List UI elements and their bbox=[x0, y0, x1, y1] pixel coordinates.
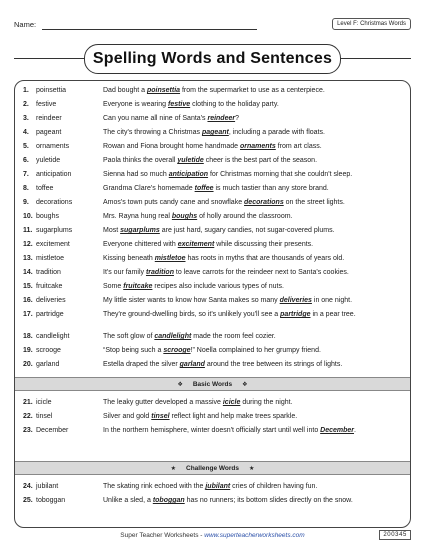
sentence-end: recipes also include various types of nuts. bbox=[152, 283, 284, 290]
spelling-word: scrooge bbox=[36, 347, 61, 354]
word-number: 21. bbox=[23, 399, 33, 406]
word-number: 16. bbox=[23, 297, 33, 304]
sentence-keyword: yuletide bbox=[177, 157, 204, 164]
word-number: 8. bbox=[23, 185, 29, 192]
worksheet-code: 200345 bbox=[379, 530, 411, 540]
word-number: 22. bbox=[23, 413, 33, 420]
diamond-icon: ❖ bbox=[242, 381, 248, 388]
sentence-keyword: icicle bbox=[222, 399, 241, 406]
sentence-start: Unlike a sled, a bbox=[103, 497, 153, 504]
word-number: 3. bbox=[23, 115, 29, 122]
spelling-word: tradition bbox=[36, 269, 61, 276]
sentence-keyword: boughs bbox=[171, 213, 198, 220]
spelling-word: anticipation bbox=[36, 171, 72, 178]
spelling-word: candlelight bbox=[36, 333, 70, 340]
sentence-keyword: candlelight bbox=[154, 333, 192, 340]
sentence-end: during the night. bbox=[240, 399, 293, 406]
spelling-word: icicle bbox=[36, 399, 52, 406]
spelling-word: boughs bbox=[36, 213, 59, 220]
sentence-end: ? bbox=[235, 115, 239, 122]
example-sentence bbox=[103, 497, 402, 506]
sentence-start: The soft glow of bbox=[103, 333, 155, 340]
word-number: 9. bbox=[23, 199, 29, 206]
word-number: 18. bbox=[23, 333, 33, 340]
sentence-keyword: garland bbox=[179, 361, 205, 368]
sentence-start: Amos's town puts candy cane and snowflake bbox=[103, 199, 245, 206]
sentence-keyword: excitement bbox=[177, 241, 215, 248]
sentence-start: Most bbox=[103, 227, 121, 234]
sentence-start: Some bbox=[103, 283, 124, 290]
sentence-end: for Christmas morning that she couldn't sleep. bbox=[208, 171, 353, 178]
title-box bbox=[84, 44, 341, 74]
sentence-start: Can you name all nine of Santa's bbox=[103, 115, 208, 122]
example-sentence bbox=[103, 427, 402, 436]
example-sentence bbox=[103, 143, 402, 152]
spelling-word: fruitcake bbox=[36, 283, 63, 290]
page-title: Spelling Words and Sentences bbox=[92, 50, 333, 67]
example-sentence bbox=[103, 101, 402, 110]
word-number: 6. bbox=[23, 157, 29, 164]
spelling-word: toffee bbox=[36, 185, 54, 192]
challenge-words-band bbox=[15, 461, 410, 475]
star-icon: ★ bbox=[170, 465, 176, 472]
sentence-end: made the room feel cozier. bbox=[191, 333, 276, 340]
sentence-start: My little sister wants to know how Santa makes so many bbox=[103, 297, 280, 304]
sentence-keyword: ornaments bbox=[239, 143, 276, 150]
example-sentence bbox=[103, 157, 402, 166]
word-number: 1. bbox=[23, 87, 29, 94]
sentence-start: Estella draped the silver bbox=[103, 361, 180, 368]
spelling-word: December bbox=[36, 427, 69, 434]
sentence-keyword: toboggan bbox=[152, 497, 185, 504]
footer bbox=[0, 532, 425, 539]
sentence-keyword: anticipation bbox=[168, 171, 209, 178]
sentence-keyword: sugarplums bbox=[120, 227, 160, 234]
spelling-word: jubilant bbox=[36, 483, 59, 490]
example-sentence bbox=[103, 269, 402, 278]
challenge-words-heading: Challenge Words bbox=[186, 464, 239, 472]
footer-site-name: Super Teacher Worksheets bbox=[120, 532, 199, 539]
sentence-end: cheer is the best part of the season. bbox=[203, 157, 318, 164]
example-sentence bbox=[103, 283, 402, 292]
word-number: 23. bbox=[23, 427, 33, 434]
title-banner bbox=[14, 44, 411, 74]
sentence-start: Kissing beneath bbox=[103, 255, 155, 262]
sentence-keyword: mistletoe bbox=[154, 255, 186, 262]
word-number: 15. bbox=[23, 283, 33, 290]
example-sentence bbox=[103, 255, 402, 264]
sentence-start: Dad bought a bbox=[103, 87, 147, 94]
sentence-end: !” Noella complained to her grumpy friend. bbox=[190, 347, 321, 354]
example-sentence bbox=[103, 213, 402, 222]
sentence-end: are just hard, sugary candies, not sugar-covered plums. bbox=[159, 227, 335, 234]
example-sentence bbox=[103, 333, 402, 342]
sentence-start: Grandma Clare's homemade bbox=[103, 185, 195, 192]
sentence-keyword: poinsettia bbox=[146, 87, 181, 94]
sentence-start: Mrs. Rayna hung real bbox=[103, 213, 172, 220]
spelling-word: ornaments bbox=[36, 143, 70, 150]
sentence-keyword: December bbox=[320, 427, 355, 434]
word-number: 7. bbox=[23, 171, 29, 178]
spelling-word: sugarplums bbox=[36, 227, 73, 234]
sentence-start: It's our family bbox=[103, 269, 146, 276]
word-number: 2. bbox=[23, 101, 29, 108]
example-sentence bbox=[103, 87, 402, 96]
spelling-word: mistletoe bbox=[36, 255, 65, 262]
example-sentence bbox=[103, 227, 402, 236]
spelling-word: poinsettia bbox=[36, 87, 66, 94]
word-number: 13. bbox=[23, 255, 33, 262]
sentence-end: cries of children having fun. bbox=[230, 483, 318, 490]
basic-words-band bbox=[15, 377, 410, 391]
word-number: 10. bbox=[23, 213, 33, 220]
sentence-keyword: decorations bbox=[244, 199, 284, 206]
sentence-end: around the tree between its strings of lights. bbox=[204, 361, 343, 368]
word-number: 4. bbox=[23, 129, 29, 136]
example-sentence bbox=[103, 483, 402, 492]
example-sentence bbox=[103, 199, 402, 208]
sentence-start: Everyone chittered with bbox=[103, 241, 178, 248]
example-sentence bbox=[103, 361, 402, 370]
example-sentence bbox=[103, 129, 402, 138]
sentence-start: In the northern hemisphere, winter doesn't officially start until well into bbox=[103, 427, 321, 434]
sentence-start: Paola thinks the overall bbox=[103, 157, 178, 164]
spelling-word: garland bbox=[36, 361, 60, 368]
name-line bbox=[42, 29, 257, 30]
sentence-end: , including a parade with floats. bbox=[228, 129, 325, 136]
sentence-keyword: tinsel bbox=[151, 413, 170, 420]
sentence-start: “Stop being such a bbox=[103, 347, 164, 354]
name-label: Name: bbox=[14, 20, 37, 29]
sentence-start: The city's throwing a Christmas bbox=[103, 129, 202, 136]
sentence-end: from art class. bbox=[275, 143, 322, 150]
word-number: 20. bbox=[23, 361, 33, 368]
sentence-start: The skating rink echoed with the bbox=[103, 483, 206, 490]
sentence-start: Everyone is wearing bbox=[103, 101, 168, 108]
word-number: 14. bbox=[23, 269, 33, 276]
sentence-keyword: festive bbox=[167, 101, 191, 108]
footer-separator: - bbox=[198, 532, 205, 539]
word-number: 24. bbox=[23, 483, 33, 490]
sentence-end: is much tastier than any store brand. bbox=[213, 185, 329, 192]
spelling-word: tinsel bbox=[36, 413, 53, 420]
spelling-word: decorations bbox=[36, 199, 73, 206]
sentence-keyword: fruitcake bbox=[123, 283, 153, 290]
spelling-word: excitement bbox=[36, 241, 70, 248]
spelling-word: yuletide bbox=[36, 157, 61, 164]
word-list-box bbox=[14, 80, 411, 528]
sentence-start: Sienna had so much bbox=[103, 171, 169, 178]
example-sentence bbox=[103, 413, 402, 422]
example-sentence bbox=[103, 241, 402, 250]
sentence-start: Silver and gold bbox=[103, 413, 152, 420]
example-sentence bbox=[103, 311, 402, 320]
sentence-keyword: reindeer bbox=[207, 115, 236, 122]
spelling-word: deliveries bbox=[36, 297, 66, 304]
sentence-start: They're ground-dwelling birds, so it's unlikely you'll see a bbox=[103, 311, 281, 318]
word-number: 11. bbox=[23, 227, 33, 234]
sentence-end: from the supermarket to use as a centerpiece. bbox=[180, 87, 325, 94]
word-number: 17. bbox=[23, 311, 33, 318]
word-number: 25. bbox=[23, 497, 33, 504]
sentence-end: to leave carrots for the reindeer next to Santa's cookies. bbox=[173, 269, 349, 276]
word-number: 12. bbox=[23, 241, 33, 248]
basic-words-heading: Basic Words bbox=[192, 380, 233, 388]
example-sentence bbox=[103, 115, 402, 124]
sentence-end: reflect light and help make trees sparkle. bbox=[169, 413, 298, 420]
word-number: 19. bbox=[23, 347, 33, 354]
sentence-end: on the street lights. bbox=[283, 199, 345, 206]
sentence-keyword: partridge bbox=[280, 311, 311, 318]
header-bar bbox=[14, 18, 411, 34]
sentence-end: of holly around the classroom. bbox=[197, 213, 293, 220]
example-sentence bbox=[103, 171, 402, 180]
spelling-word: reindeer bbox=[36, 115, 62, 122]
sentence-end: in one night. bbox=[311, 297, 353, 304]
spelling-word: toboggan bbox=[36, 497, 66, 504]
example-sentence bbox=[103, 347, 402, 356]
star-icon: ★ bbox=[248, 465, 255, 472]
sentence-end: in a pear tree. bbox=[310, 311, 356, 318]
level-badge: Level F: Christmas Words bbox=[332, 18, 411, 30]
sentence-end: has roots in myths that are thousands of years old. bbox=[185, 255, 345, 262]
sentence-keyword: jubilant bbox=[205, 483, 231, 490]
sentence-end: has no runners; its bottom slides directly on the snow. bbox=[184, 497, 353, 504]
sentence-end: clothing to the holiday party. bbox=[190, 101, 279, 108]
sentence-keyword: deliveries bbox=[279, 297, 312, 304]
sentence-start: The leaky gutter developed a massive bbox=[103, 399, 223, 406]
spelling-word: partridge bbox=[36, 311, 64, 318]
sentence-keyword: toffee bbox=[194, 185, 214, 192]
sentence-keyword: tradition bbox=[145, 269, 174, 276]
word-number: 5. bbox=[23, 143, 29, 150]
sentence-end: while discussing their presents. bbox=[214, 241, 314, 248]
sentence-start: Rowan and Fiona brought home handmade bbox=[103, 143, 240, 150]
example-sentence bbox=[103, 399, 402, 408]
example-sentence bbox=[103, 297, 402, 306]
sentence-end: . bbox=[354, 427, 356, 434]
spelling-word: pageant bbox=[36, 129, 62, 136]
example-sentence bbox=[103, 185, 402, 194]
sentence-keyword: scrooge bbox=[163, 347, 191, 354]
footer-url-link[interactable]: www.superteacherworksheets.com bbox=[204, 532, 305, 539]
sentence-keyword: pageant bbox=[201, 129, 229, 136]
spelling-word: festive bbox=[36, 101, 57, 108]
diamond-icon: ❖ bbox=[177, 381, 183, 388]
